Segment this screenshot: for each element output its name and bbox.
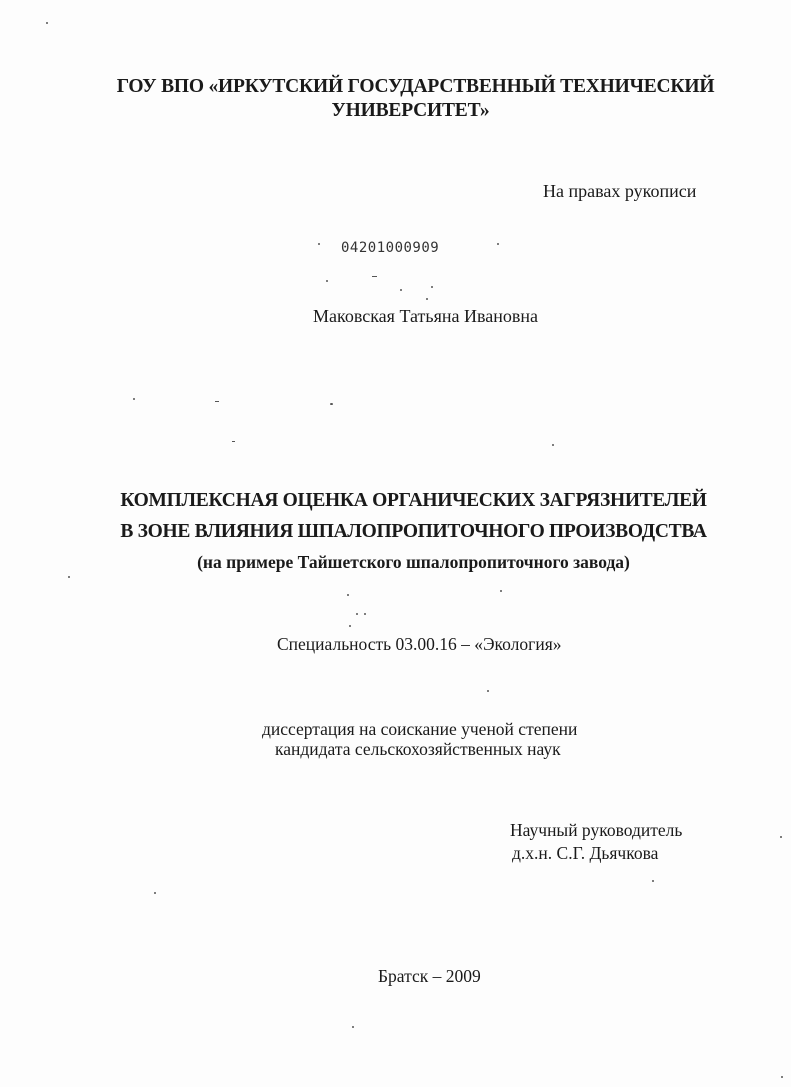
scan-speck	[487, 690, 489, 692]
scan-speck	[330, 403, 333, 405]
scan-speck	[552, 444, 554, 446]
scan-speck	[652, 880, 654, 882]
scan-speck	[400, 289, 402, 291]
title-line-1: КОМПЛЕКСНАЯ ОЦЕНКА ОРГАНИЧЕСКИХ ЗАГРЯЗНИТЕЛЕЙ	[120, 490, 707, 511]
rights-note: На правах рукописи	[543, 181, 697, 201]
scan-speck	[133, 398, 135, 400]
scan-speck	[349, 625, 351, 627]
scan-speck	[356, 613, 358, 615]
scan-speck	[352, 1026, 354, 1028]
degree-line-2: кандидата сельскохозяйственных наук	[275, 739, 561, 759]
author-name: Маковская Татьяна Ивановна	[313, 306, 538, 326]
institution-line-2: УНИВЕРСИТЕТ»	[331, 100, 490, 121]
scan-speck	[781, 1076, 783, 1078]
scan-speck	[497, 243, 499, 245]
scan-speck	[46, 22, 48, 24]
scan-speck	[431, 286, 433, 288]
scan-speck	[500, 590, 502, 592]
scan-speck	[364, 613, 366, 615]
scan-speck	[426, 298, 428, 300]
registration-number: 04201000909	[341, 240, 440, 256]
city-year: Братск – 2009	[378, 966, 481, 986]
title-subtitle: (на примере Тайшетского шпалопропиточного завода)	[197, 552, 630, 572]
scan-speck	[68, 576, 70, 578]
specialty: Специальность 03.00.16 – «Экология»	[277, 634, 562, 654]
degree-line-1: диссертация на соискание ученой степени	[262, 719, 578, 739]
supervisor-label: Научный руководитель	[510, 820, 683, 840]
supervisor-name: д.х.н. С.Г. Дьячкова	[512, 843, 659, 863]
scan-speck	[232, 441, 235, 442]
scan-speck	[154, 892, 156, 894]
scan-speck	[318, 243, 320, 245]
title-line-2: В ЗОНЕ ВЛИЯНИЯ ШПАЛОПРОПИТОЧНОГО ПРОИЗВОДСТВА	[120, 521, 707, 542]
scan-speck	[326, 280, 328, 282]
institution-line-1: ГОУ ВПО «ИРКУТСКИЙ ГОСУДАРСТВЕННЫЙ ТЕХНИЧЕСКИЙ	[116, 76, 715, 97]
scan-speck	[215, 401, 219, 402]
scan-speck	[780, 836, 782, 838]
scan-speck	[347, 594, 349, 596]
scan-speck	[372, 276, 377, 277]
